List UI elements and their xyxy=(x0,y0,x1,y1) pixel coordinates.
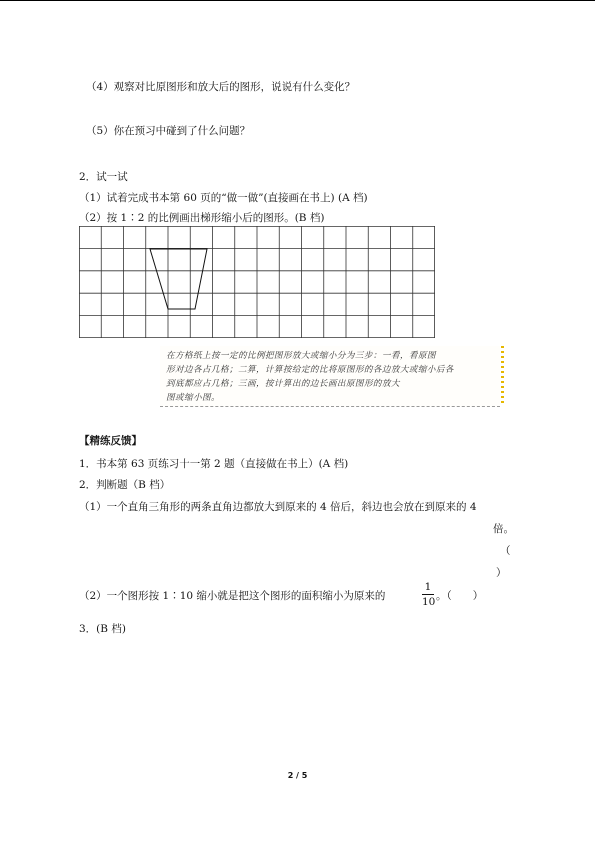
fraction-denominator: 10 xyxy=(422,596,436,608)
judgment-2-text: （2）一个图形按 1∶10 缩小就是把这个图形的面积缩小为原来的 xyxy=(79,590,386,602)
question-5: （5）你在预习中碰到了什么问题？ xyxy=(86,125,251,137)
feedback-item-3: 3．(B 档) xyxy=(79,623,126,635)
judgment-1: （1）一个直角三角形的两条直角边都放大到原来的 4 倍后，斜边也会放在到原来的 4 xyxy=(79,501,477,513)
note-line: 在方格纸上按一定的比例把图形放大或缩小分为三步：一看，看原图 xyxy=(166,351,436,361)
feedback-item-1: 1．书本第 63 页练习十一第 2 题（直接做在书上）(A 档) xyxy=(79,458,349,470)
section-2-title: 2．试一试 xyxy=(79,171,128,183)
top-rule xyxy=(0,0,595,1)
judgment-1-continued: 倍。 xyxy=(493,523,514,535)
note-border-dots xyxy=(501,346,504,406)
section-2-item-2: （2）按 1∶2 的比例画出梯形缩小后的图形。(B 档) xyxy=(79,212,325,224)
feedback-item-2: 2．判断题（B 档） xyxy=(79,479,171,491)
fraction-numerator: 1 xyxy=(424,581,432,593)
judgment-2-answer-bracket: 。（ ） xyxy=(436,590,484,602)
feedback-heading: 【精练反馈】 xyxy=(79,435,142,447)
note-line: 形对边各占几格；二算，计算按给定的比将原图形的各边放大或缩小后各 xyxy=(166,365,454,375)
trapezoid-shape xyxy=(150,249,207,309)
question-4: （4）观察对比原图形和放大后的图形，说说有什么变化？ xyxy=(86,81,356,93)
section-2-item-1: （1）试着完成书本第 60 页的“做一做”(直接画在书上) (A 档) xyxy=(79,192,368,204)
method-note-image xyxy=(160,346,500,407)
grid-with-trapezoid xyxy=(79,226,435,338)
page-number: 2 / 5 xyxy=(287,771,308,780)
fraction-bar xyxy=(422,594,434,595)
note-line: 到底都应占几格；三画，按计算出的边长画出原图形的放大 xyxy=(166,379,400,389)
judgment-1-bracket-open: （ xyxy=(500,545,511,557)
note-line: 图或缩小图。 xyxy=(166,393,220,403)
fraction-one-tenth xyxy=(422,581,434,608)
judgment-1-bracket-close: ） xyxy=(496,567,507,579)
